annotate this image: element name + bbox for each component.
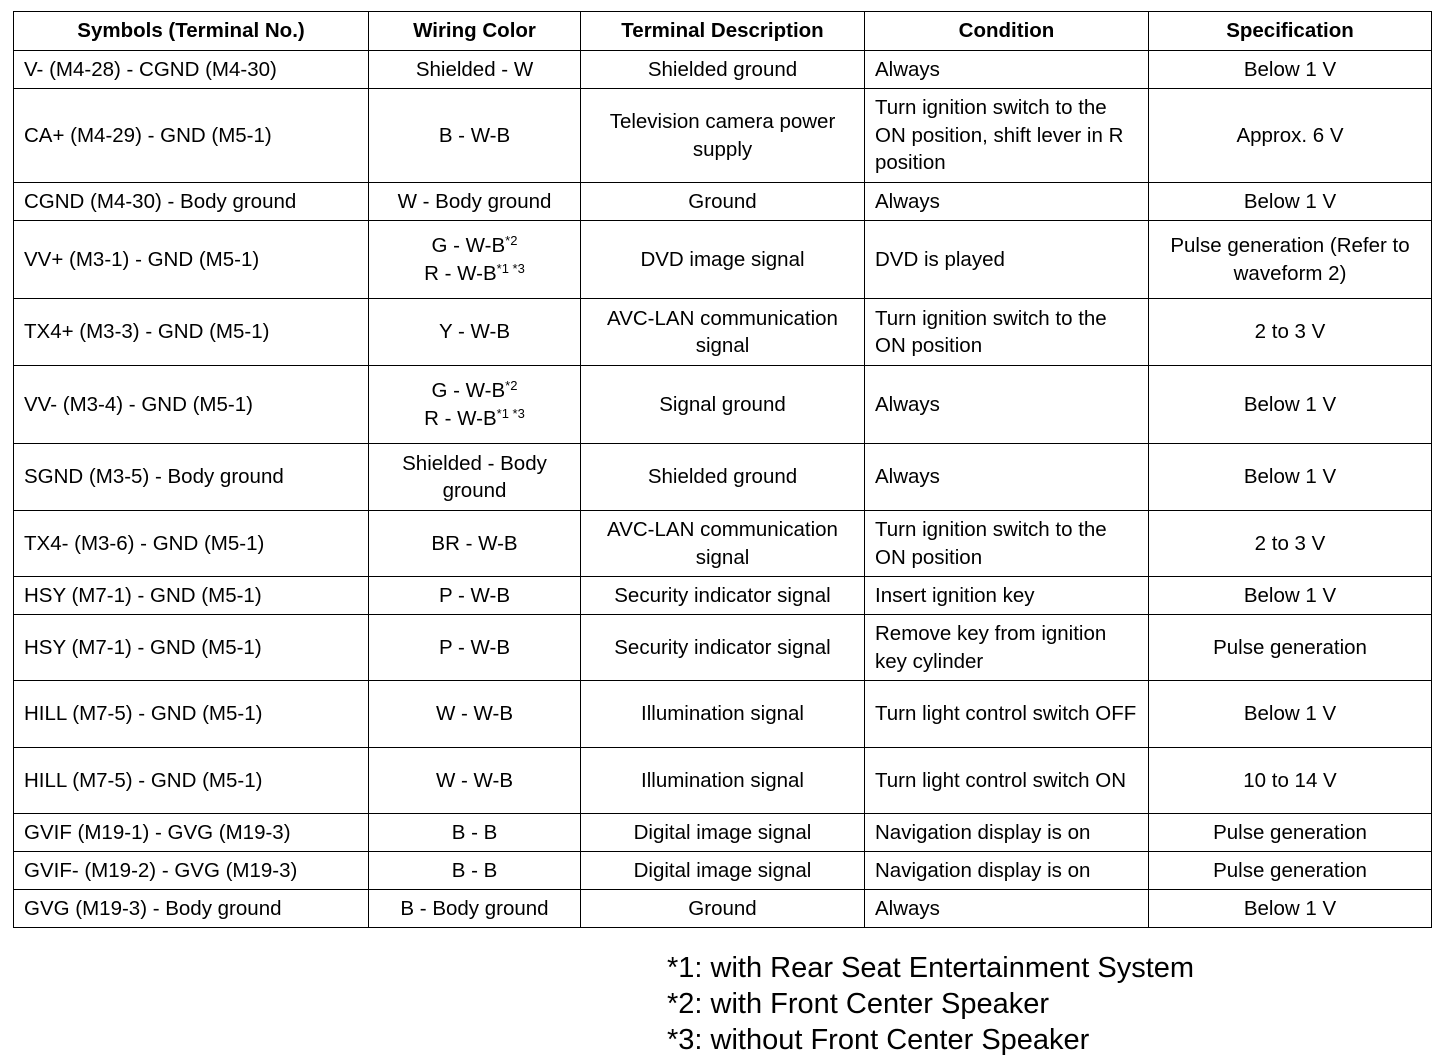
cell-specification: Below 1 V: [1149, 681, 1432, 748]
wiring-color-line: [379, 188, 570, 216]
cell-symbol: TX4+ (M3-3) - GND (M5-1): [14, 299, 369, 366]
cell-wiring-color: [369, 183, 581, 221]
wiring-color-text: B - B: [451, 820, 498, 844]
cell-terminal-description: Ground: [581, 183, 865, 221]
cell-symbol: SGND (M3-5) - Body ground: [14, 444, 369, 511]
cell-symbol: HILL (M7-5) - GND (M5-1): [14, 748, 369, 814]
footnotes: [667, 950, 1194, 1058]
cell-symbol: HILL (M7-5) - GND (M5-1): [14, 681, 369, 748]
cell-wiring-color: [369, 51, 581, 89]
wiring-footnote-ref: *2: [505, 378, 518, 393]
wiring-color-line: [379, 450, 570, 505]
wiring-color-line: [379, 634, 570, 662]
header-symbols: Symbols (Terminal No.): [14, 12, 369, 51]
cell-symbol: GVIF- (M19-2) - GVG (M19-3): [14, 852, 369, 890]
table-row: [14, 221, 1432, 299]
wiring-color-text: Y - W-B: [439, 320, 510, 344]
wiring-color-line: [379, 857, 570, 885]
wiring-color-line: [379, 767, 570, 795]
table-row: [14, 890, 1432, 928]
wiring-color-line: [379, 530, 570, 558]
cell-specification: Below 1 V: [1149, 890, 1432, 928]
cell-symbol: CA+ (M4-29) - GND (M5-1): [14, 89, 369, 183]
cell-condition: Turn ignition switch to the ON position: [865, 511, 1149, 577]
wiring-color-line: [379, 56, 570, 84]
cell-wiring-color: [369, 221, 581, 299]
footnote-3: *3: without Front Center Speaker: [667, 1024, 1090, 1056]
cell-symbol: GVG (M19-3) - Body ground: [14, 890, 369, 928]
cell-specification: Approx. 6 V: [1149, 89, 1432, 183]
table-row: [14, 51, 1432, 89]
footnote-2: *2: with Front Center Speaker: [667, 988, 1050, 1020]
cell-condition: DVD is played: [865, 221, 1149, 299]
table-row: [14, 615, 1432, 681]
wiring-color-text: R - W-B: [424, 406, 497, 430]
cell-specification: Pulse generation (Refer to waveform 2): [1149, 221, 1432, 299]
cell-condition: Always: [865, 183, 1149, 221]
cell-wiring-color: [369, 748, 581, 814]
cell-terminal-description: Television camera power supply: [581, 89, 865, 183]
wiring-color-text: W - W-B: [435, 702, 514, 726]
cell-condition: Turn ignition switch to the ON position: [865, 299, 1149, 366]
table-row: [14, 577, 1432, 615]
table-row: [14, 444, 1432, 511]
cell-terminal-description: Shielded ground: [581, 444, 865, 511]
wiring-color-text: W - W-B: [435, 768, 514, 792]
cell-wiring-color: [369, 814, 581, 852]
cell-symbol: GVIF (M19-1) - GVG (M19-3): [14, 814, 369, 852]
cell-condition: Insert ignition key: [865, 577, 1149, 615]
wiring-color-text: R - W-B: [424, 261, 497, 285]
wiring-color-text: G - W-B: [431, 379, 506, 402]
cell-symbol: CGND (M4-30) - Body ground: [14, 183, 369, 221]
cell-wiring-color: [369, 511, 581, 577]
cell-wiring-color: [369, 444, 581, 511]
cell-terminal-description: Shielded ground: [581, 51, 865, 89]
cell-specification: Below 1 V: [1149, 51, 1432, 89]
cell-symbol: HSY (M7-1) - GND (M5-1): [14, 577, 369, 615]
wiring-color-line: [379, 582, 570, 610]
cell-terminal-description: Illumination signal: [581, 748, 865, 814]
cell-specification: 2 to 3 V: [1149, 511, 1432, 577]
terminal-spec-table: [13, 11, 1432, 928]
cell-symbol: HSY (M7-1) - GND (M5-1): [14, 615, 369, 681]
cell-terminal-description: Ground: [581, 890, 865, 928]
table-row: [14, 89, 1432, 183]
wiring-color-line: [379, 377, 570, 405]
header-terminal-description: Terminal Description: [581, 12, 865, 51]
cell-condition: Navigation display is on: [865, 852, 1149, 890]
wiring-color-text: B - B: [451, 858, 498, 882]
header-wiring-color: Wiring Color: [369, 12, 581, 51]
cell-condition: Remove key from ignition key cylinder: [865, 615, 1149, 681]
wiring-footnote-ref: *1 *3: [496, 405, 525, 421]
wiring-color-text: P - W-B: [439, 583, 510, 607]
cell-condition: Always: [865, 366, 1149, 444]
cell-condition: Turn ignition switch to the ON position, shift lever in R position: [865, 89, 1149, 183]
wiring-color-line: [379, 260, 570, 288]
table-row: [14, 852, 1432, 890]
cell-specification: Pulse generation: [1149, 615, 1432, 681]
cell-specification: Below 1 V: [1149, 366, 1432, 444]
cell-symbol: V- (M4-28) - CGND (M4-30): [14, 51, 369, 89]
cell-specification: Below 1 V: [1149, 183, 1432, 221]
cell-condition: Always: [865, 51, 1149, 89]
cell-condition: Navigation display is on: [865, 814, 1149, 852]
header-specification: Specification: [1149, 12, 1432, 51]
table-row: [14, 748, 1432, 814]
cell-terminal-description: Illumination signal: [581, 681, 865, 748]
wiring-color-text: B - Body ground: [400, 896, 549, 920]
cell-specification: Pulse generation: [1149, 814, 1432, 852]
cell-specification: 2 to 3 V: [1149, 299, 1432, 366]
wiring-color-text: G - W-B: [431, 234, 506, 257]
cell-terminal-description: Signal ground: [581, 366, 865, 444]
wiring-color-line: [379, 700, 570, 728]
cell-wiring-color: [369, 366, 581, 444]
cell-terminal-description: Security indicator signal: [581, 615, 865, 681]
cell-wiring-color: [369, 681, 581, 748]
cell-terminal-description: DVD image signal: [581, 221, 865, 299]
footnote-1: *1: with Rear Seat Entertainment System: [667, 952, 1195, 984]
cell-symbol: VV+ (M3-1) - GND (M5-1): [14, 221, 369, 299]
table-row: [14, 681, 1432, 748]
wiring-footnote-ref: *1 *3: [496, 260, 525, 276]
cell-terminal-description: Digital image signal: [581, 852, 865, 890]
wiring-color-text: Shielded - Body ground: [402, 451, 547, 502]
header-row: [14, 12, 1432, 51]
cell-wiring-color: [369, 852, 581, 890]
cell-condition: Turn light control switch OFF: [865, 681, 1149, 748]
table-row: [14, 183, 1432, 221]
cell-symbol: VV- (M3-4) - GND (M5-1): [14, 366, 369, 444]
cell-terminal-description: AVC-LAN communication signal: [581, 299, 865, 366]
wiring-color-text: P - W-B: [439, 635, 510, 659]
cell-specification: Below 1 V: [1149, 444, 1432, 511]
wiring-color-line: [379, 819, 570, 847]
cell-symbol: TX4- (M3-6) - GND (M5-1): [14, 511, 369, 577]
wiring-footnote-ref: *2: [505, 233, 518, 248]
cell-wiring-color: [369, 890, 581, 928]
wiring-color-text: B - W-B: [438, 123, 511, 147]
wiring-color-line: [379, 405, 570, 433]
cell-terminal-description: AVC-LAN communication signal: [581, 511, 865, 577]
wiring-color-text: Shielded - W: [415, 57, 534, 81]
cell-specification: 10 to 14 V: [1149, 748, 1432, 814]
wiring-color-line: [379, 232, 570, 260]
wiring-color-line: [379, 122, 570, 150]
cell-wiring-color: [369, 577, 581, 615]
wiring-color-text: W - Body ground: [397, 189, 552, 213]
cell-condition: Always: [865, 444, 1149, 511]
table-row: [14, 366, 1432, 444]
cell-wiring-color: [369, 615, 581, 681]
wiring-color-line: [379, 318, 570, 346]
table-row: [14, 511, 1432, 577]
cell-specification: Below 1 V: [1149, 577, 1432, 615]
table-row: [14, 299, 1432, 366]
table-row: [14, 814, 1432, 852]
cell-specification: Pulse generation: [1149, 852, 1432, 890]
wiring-color-line: [379, 895, 570, 923]
cell-terminal-description: Digital image signal: [581, 814, 865, 852]
cell-condition: Always: [865, 890, 1149, 928]
header-condition: Condition: [865, 12, 1149, 51]
cell-wiring-color: [369, 89, 581, 183]
cell-wiring-color: [369, 299, 581, 366]
wiring-color-text: BR - W-B: [431, 531, 518, 555]
cell-condition: Turn light control switch ON: [865, 748, 1149, 814]
cell-terminal-description: Security indicator signal: [581, 577, 865, 615]
